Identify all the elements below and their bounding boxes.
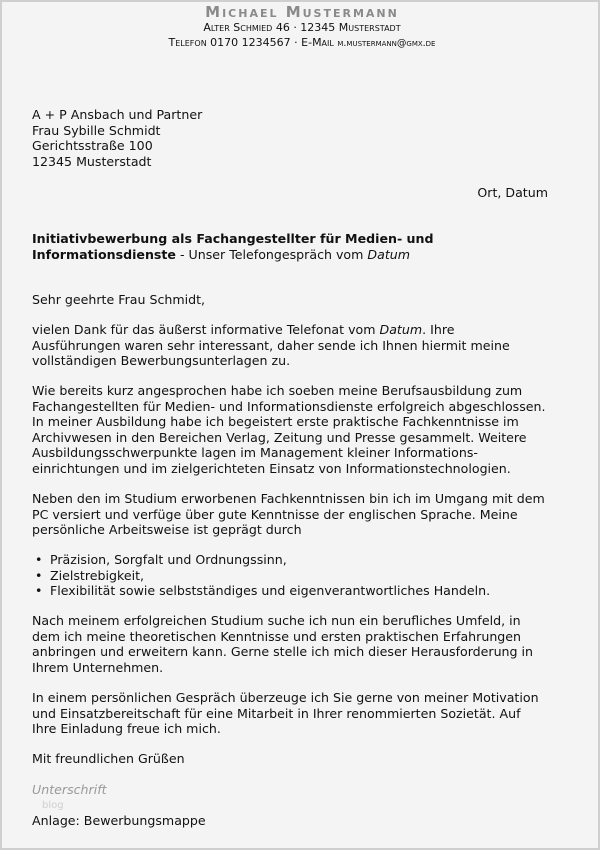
- recipient-line: 12345 Musterstadt: [32, 153, 152, 169]
- p4-line: dem ich meine theoretischen Kenntnisse und ersten praktischen Erfahrungen: [32, 628, 522, 644]
- p2-line: Wie bereits kurz angesprochen habe ich soeben meine Berufsausbildung zum: [32, 383, 523, 398]
- bullet-item: • Präzision, Sorgfalt und Ordnungssinn,: [32, 552, 572, 568]
- p1-text: vielen Dank für das äußerst informative Telefonat vom: [32, 322, 380, 337]
- sender-contact: [2, 35, 600, 51]
- p3-line: PC versiert und verfüge über gute Kenntnisse der englischen Sprache. Meine: [32, 506, 518, 522]
- recipient-address: [32, 107, 572, 169]
- p2-line: Archivwesen in den Bereichen Verlag, Zeitung und Presse gesammelt. Weitere: [32, 429, 527, 445]
- letterhead: [2, 4, 600, 51]
- p2-line: einrichtungen und im zielgerichteten Einsatz von Informationstechnologien.: [32, 460, 511, 476]
- paragraph-1: [32, 322, 572, 369]
- sender-address: Alter Schmied 46 · 12345 Musterstadt: [203, 21, 401, 34]
- place-date: Ort, Datum: [477, 185, 548, 200]
- p3-line: persönliche Arbeitsweise ist geprägt durch: [32, 522, 302, 537]
- bullet-list: [32, 552, 572, 599]
- bullet-item: • Flexibilität sowie selbstständiges und eigenverantwortliches Handeln.: [32, 583, 572, 599]
- paragraph-5: [32, 690, 572, 737]
- p2-line: In meiner Ausbildung habe ich begeistert erste praktische Fachkenntnisse im: [32, 414, 519, 429]
- paragraph-4: [32, 613, 572, 675]
- p1-date: Datum: [379, 322, 423, 337]
- salutation: Sehr geehrte Frau Schmidt,: [32, 292, 206, 307]
- enclosure: Anlage: Bewerbungsmappe: [32, 813, 206, 828]
- subject-date: Datum: [367, 246, 411, 262]
- p5-line: In einem persönlichen Gespräch überzeuge ich Sie gerne von meiner Motivation: [32, 690, 539, 705]
- recipient-line: Gerichtsstraße 100: [32, 138, 153, 153]
- bullet-item: • Zielstrebigkeit,: [32, 568, 572, 584]
- p1-line: Ausführungen waren sehr interessant, daher sende ich Ihnen hiermit meine: [32, 337, 510, 353]
- p1-line: vollständigen Bewerbungsunterlagen zu.: [32, 353, 291, 368]
- closing: Mit freundlichen Grüßen: [32, 751, 185, 766]
- sender-email: m.mustermann@gmx.de: [337, 38, 436, 49]
- signature: Unterschrift: [32, 782, 107, 797]
- subject-rest: - Unser Telefongespräch vom: [175, 246, 368, 262]
- p2-line: Ausbildungsschwerpunkte lagen im Management kleiner Informations-: [32, 445, 478, 460]
- p4-line: anbringen und erweitern kann. Gerne stelle ich mich dieser Herausforderung in: [32, 644, 534, 659]
- subject: [32, 231, 572, 262]
- p4-line: Nach meinem erfolgreichen Studium suche ich nun ein berufliches Umfeld, in: [32, 613, 521, 628]
- paragraph-3: [32, 491, 572, 538]
- watermark: blog: [42, 800, 64, 811]
- subject-line-2: Informationsdienste: [32, 246, 176, 262]
- recipient-line: Frau Sybille Schmidt: [32, 122, 161, 138]
- p5-line: Ihre Einladung freue ich mich.: [32, 721, 221, 736]
- p1-text: . Ihre: [422, 322, 455, 337]
- sender-phone: Telefon 0170 1234567 · E-Mail: [168, 36, 338, 49]
- recipient-line: A + P Ansbach und Partner: [32, 107, 203, 122]
- p5-line: und Einsatzbereitschaft für eine Mitarbeit in Ihrer renommierten Sozietät. Auf: [32, 705, 521, 721]
- subject-line-1: Initiativbewerbung als Fachangestellter für Medien- und: [32, 231, 434, 246]
- p4-line: Ihrem Unternehmen.: [32, 659, 164, 675]
- p2-line: Fachangestellten für Medien- und Informationsdienste erfolgreich abgeschlossen.: [32, 398, 546, 414]
- paragraph-2: [32, 383, 572, 476]
- sender-name: Michael Mustermann: [205, 3, 399, 21]
- p3-line: Neben den im Studium erworbenen Fachkenntnissen bin ich im Umgang mit dem: [32, 491, 545, 506]
